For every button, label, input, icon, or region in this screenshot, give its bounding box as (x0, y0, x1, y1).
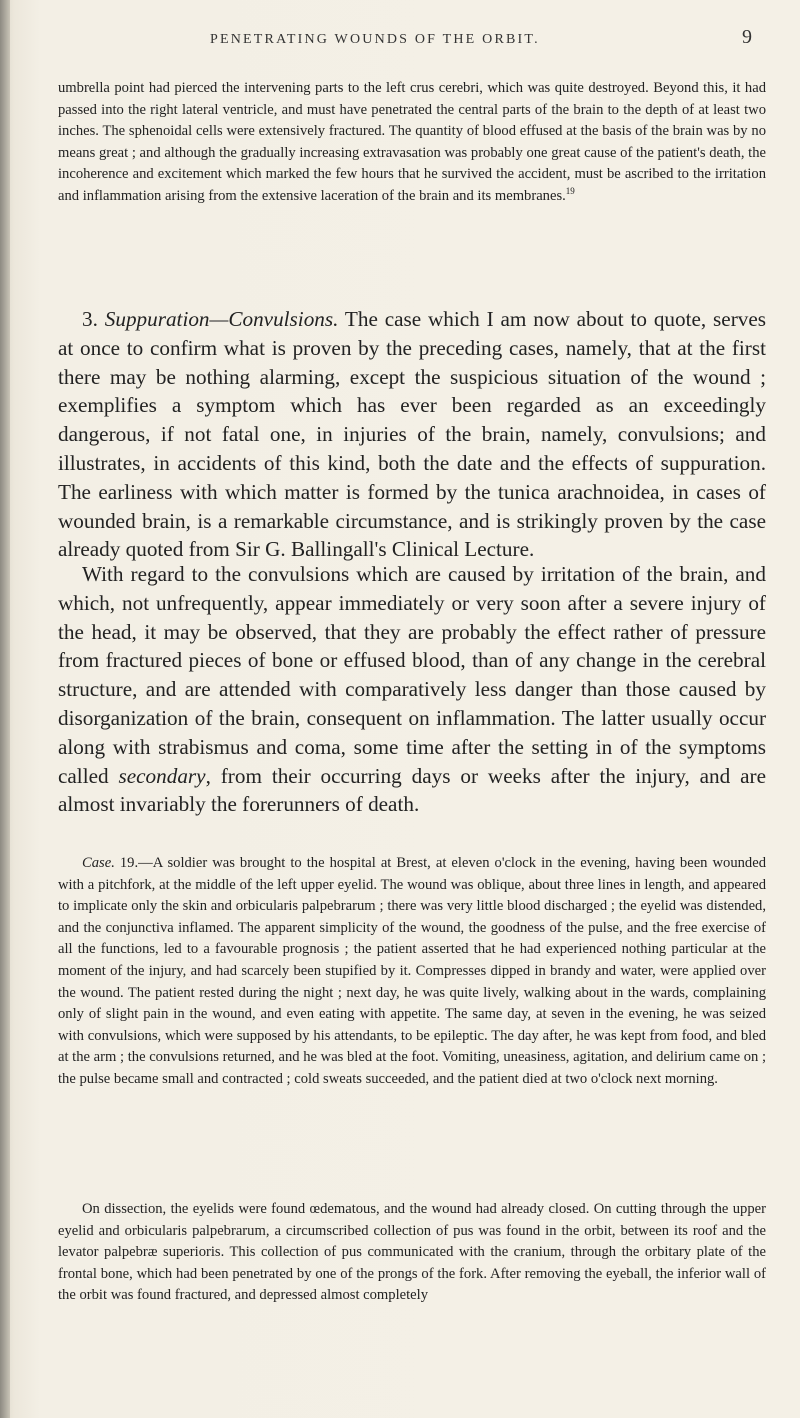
case-19-body: 19.—A soldier was brought to the hospital at Brest, at eleven o'clock in the evening, having been wounded with a pitchfork, at the middle of the left upper eyelid. The wound was oblique, about three lines in length, and appeared to implicate only the skin and orbicularis palpebrarum ; there was very little blood discharged ; the eyelid was distended, and the conjunctiva inflamed. The apparent simplicity of the wound, the goodness of the pulse, and the free exercise of all the functions, led to a favourable prognosis ; the patient asserted that he had experienced nothing particular at the moment of the injury, and had scarcely been stupified by it. Compresses dipped in brandy and water, were applied over the wound. The patient rested during the night ; next day, he was quite lively, walking about in the wards, complaining only of slight pain in the wound, and even eating with appetite. The same day, at seven in the evening, he was seized with convulsions, which were supposed by his attendants, to be epileptic. The day after, he was kept from food, and bled at the arm ; the convulsions returned, and he was bled at the foot. Vomiting, uneasiness, agitation, and delirium came on ; the pulse became small and contracted ; cold sweats succeeded, and the patient died at two o'clock next morning. (58, 855, 766, 1087)
section-3-title: Suppuration—Convulsions. (104, 307, 339, 331)
convulsions-text-before: With regard to the convulsions which are caused by irritation of the brain, and which, not unfrequently, appear immediately or very soon after a severe injury of the head, it may be observed, that they are probably the effect rather of pressure from fractured pieces of bone or effused blood, than of any change in the cerebral structure, and are attended with comparatively less danger than those caused by disorganization of the brain, consequent on inflammation. The latter usually occur along with strabismus and coma, some time after the setting in of the symptoms called (58, 562, 766, 788)
running-head: PENETRATING WOUNDS OF THE ORBIT. (210, 32, 540, 47)
opening-paragraph-text: umbrella point had pierced the intervening parts to the left crus cerebri, which was quite destroyed. Beyond this, it had passed into the right lateral ventricle, and must have penetrated the central parts of the brain to the depth of at least two inches. The sphenoidal cells were extensively fractured. The quantity of blood effused at the basis of the brain was by no means great ; and although the gradually increasing extravasation was probably one great cause of the patient's death, the incoherence and excitement which marked the few hours that he survived the accident, must be ascribed to the irritation and inflammation arising from the extensive laceration of the brain and its membranes. (58, 80, 766, 204)
section-3-paragraph (58, 305, 766, 564)
dissection-paragraph: On dissection, the eyelids were found œdematous, and the wound had already closed. On cutting through the upper eyelid and orbicularis palpebrarum, a circumscribed collection of pus was found in the orbit, between its roof and the levator palpebræ superioris. This collection of pus communicated with the cranium, through the orbitary plate of the frontal bone, which had been penetrated by one of the prongs of the fork. After removing the eyeball, the inferior wall of the orbit was found fractured, and depressed almost completely (58, 1201, 766, 1304)
dissection-block (58, 1199, 766, 1307)
page-number: 9 (742, 26, 752, 48)
convulsions-text-after: , from their occurring days or weeks after the injury, and are almost invariably the forerunners of death. (58, 763, 766, 817)
case-19-paragraph (58, 853, 766, 1091)
section-3 (58, 305, 766, 564)
footnote-ref: 19 (565, 186, 575, 197)
case-19-block (58, 853, 766, 1091)
opening-paragraph-block (58, 78, 766, 208)
opening-paragraph (58, 78, 766, 208)
case-label: Case. (82, 855, 115, 871)
page-header (60, 26, 760, 56)
convulsions-paragraph (58, 560, 766, 819)
section-3-body: The case which I am now about to quote, serves at once to confirm what is proven by the preceding cases, namely, that at the first there may be nothing alarming, except the suspicious situation of the wound ; exemplifies a symptom which has ever been regarded as an exceedingly dangerous, if not fatal one, in injuries of the brain, namely, convulsions; and illustrates, in accidents of this kind, both the date and the effects of suppuration. The earliness with which matter is formed by the tunica arachnoidea, in cases of wounded brain, is a remarkable circumstance, and is strikingly proven by the case already quoted from Sir G. Ballingall's Clinical Lecture. (58, 307, 766, 562)
binding-gutter (0, 0, 10, 1418)
convulsions-block (58, 560, 766, 819)
section-3-number: 3. (82, 307, 98, 331)
secondary-emphasis: secondary (118, 763, 206, 788)
